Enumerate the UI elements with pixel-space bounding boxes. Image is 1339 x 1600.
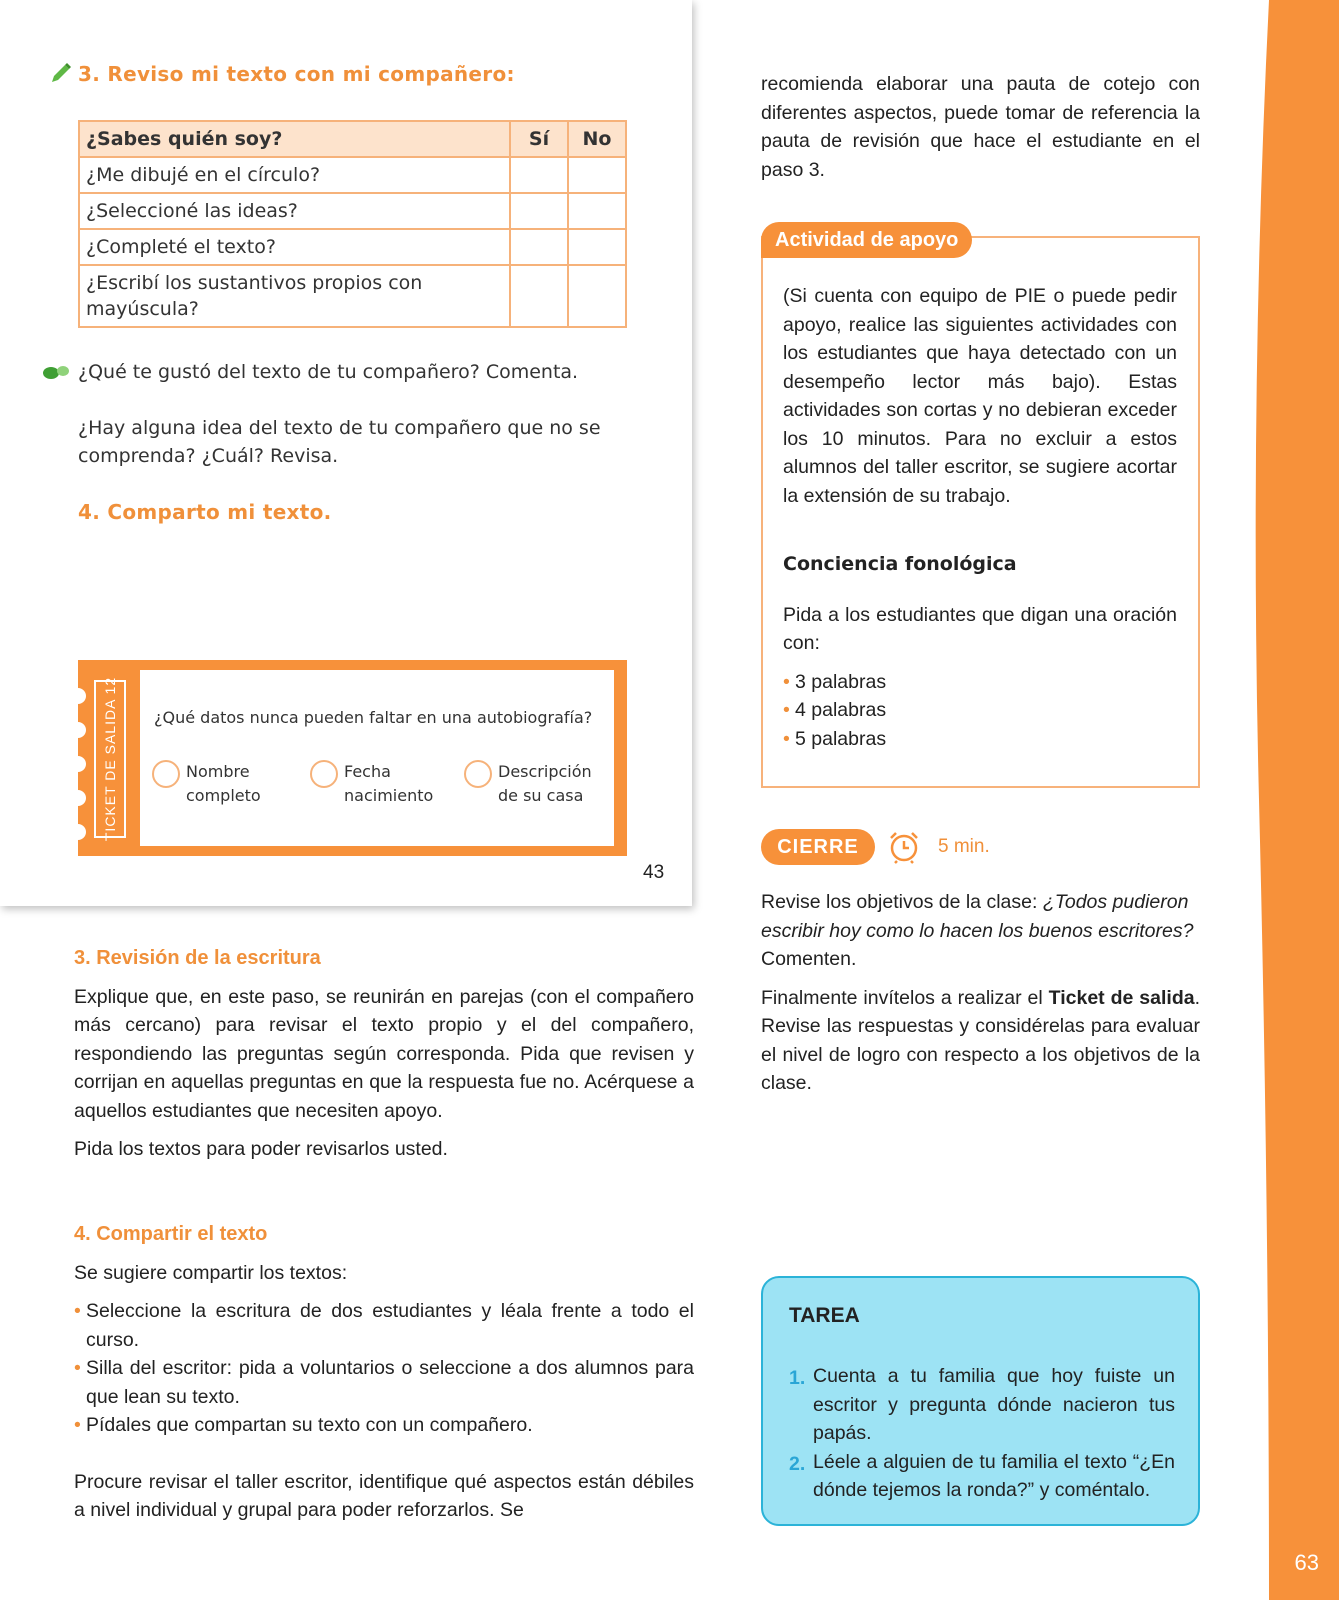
table-row [79,265,626,327]
right-intro: recomienda elaborar una pauta de cotejo con diferentes aspectos, puede tomar de referencia la pauta de revisión que hace el estudiante en el paso 3. [761,73,1200,181]
bold-text: Ticket de salida [1048,986,1195,1009]
option-circle[interactable] [464,760,492,788]
list-item: • 5 palabras [783,725,1177,754]
step3-title: 3. Reviso mi texto con mi compañero: [78,62,515,86]
list-item [789,1362,1175,1448]
no-cell[interactable] [568,157,626,193]
item-text: Cuenta a tu familia que hoy fuiste un escritor y pregunta dónde nacieron tus papás. [813,1365,1175,1444]
student-book-page [0,0,692,906]
text: Comenten. [761,948,857,970]
option-label: completo [186,786,261,805]
table-header-yes: Sí [510,121,568,157]
paragraph: Procure revisar el taller escritor, identifique qué aspectos están débiles a nivel individual y grupal para poder reforzarlos. Se [74,1470,694,1521]
paragraph: Pida los textos para poder revisarlos usted. [74,1138,448,1160]
ticket-notch [70,790,86,806]
section-revision [74,944,694,1164]
yes-cell[interactable] [510,193,568,229]
exit-ticket [78,660,627,856]
table-header-title: ¿Sabes quién soy? [79,121,510,157]
item-number: 2. [789,1452,806,1475]
table-header-no: No [568,121,626,157]
section-heading: 4. Compartir el texto [74,1223,268,1245]
page-number: 63 [1294,1550,1319,1575]
cierre-time: 5 min. [938,836,990,857]
section-compartir [74,1220,694,1525]
ticket-body [140,670,614,846]
paragraph: Explique que, en este paso, se reunirán en parejas (con el compañero más cercano) para revisar el texto propio y el del compañero, respondiendo las preguntas según corresponda. Pida que revisen y corrijan en aquellas preguntas en que la respuesta fue no. Acérquese a aquellos estudiantes que necesiten apoyo. [74,985,694,1122]
yes-cell[interactable] [510,265,568,327]
table-row-question: ¿Me dibujé en el círculo? [79,157,510,193]
table-row [79,193,626,229]
homework-title: TAREA [789,1304,860,1327]
ticket-question: ¿Qué datos nunca pueden faltar en una autobiografía? [154,708,593,727]
section-heading: 3. Revisión de la escritura [74,947,321,969]
paragraph: Se sugiere compartir los textos: [74,1261,348,1284]
subheading: Conciencia fonológica [783,553,1017,575]
review-checklist-table [78,120,627,328]
table-row [79,157,626,193]
homework-list [789,1362,1175,1505]
cierre-text [761,888,1200,1098]
list-item: • Pídales que compartan su texto con un compañero. [74,1411,694,1440]
table-row [79,229,626,265]
orange-band-curve [1239,0,1299,1600]
ticket-side-label: TICKET DE SALIDA 12 [102,676,118,842]
ticket-notch [70,688,86,704]
table-row-question: ¿Seleccioné las ideas? [79,193,510,229]
yes-cell[interactable] [510,157,568,193]
option-label: Fecha [344,762,391,781]
option-circle[interactable] [152,760,180,788]
question-idea-line2: comprenda? ¿Cuál? Revisa. [78,445,339,467]
ticket-side-label-box [94,676,126,842]
ticket-notch [70,824,86,840]
homework-box [761,1276,1200,1526]
item-number: 1. [789,1367,806,1389]
table-row-question: ¿Escribí los sustantivos propios con mayúscula? [79,265,510,327]
option-label: nacimiento [344,786,434,805]
list-item: • 3 palabras [783,668,1177,697]
paragraph: Pida a los estudiantes que digan una oración con: [783,603,1177,654]
yes-cell[interactable] [510,229,568,265]
support-activity-tab: Actividad de apoyo [761,222,972,258]
option-label: Descripción [498,762,592,781]
question-idea-line1: ¿Hay alguna idea del texto de tu compañero que no se [78,417,601,439]
list-item: • 4 palabras [783,696,1177,725]
item-text: Léele a alguien de tu familia el texto “¿En dónde tejemos la ronda?” y coméntalo. [813,1450,1175,1501]
alarm-clock-icon [887,830,921,864]
no-cell[interactable] [568,193,626,229]
ticket-option-nombre[interactable] [152,760,261,808]
ticket-option-fecha[interactable] [310,760,433,808]
list-item: • Seleccione la escritura de dos estudiantes y léala frente a todo el curso. [74,1297,694,1354]
list-item: • Silla del escritor: pida a voluntarios o seleccione a dos alumnos para que lean su texto. [74,1354,694,1411]
table-row-question: ¿Completé el texto? [79,229,510,265]
no-cell[interactable] [568,229,626,265]
ticket-option-descripcion[interactable] [464,760,592,808]
paragraph: (Si cuenta con equipo de PIE o puede pedir apoyo, realice las siguientes actividades con los estudiantes que haya detectado con un desempeño lector más bajo). Estas actividades son cortas y no debieran exceder los 10 minutos. Para no excluir a estos alumnos del taller escritor, se sugiere acortar la extensión de su trabajo. [783,285,1177,507]
cierre-badge: CIERRE [761,829,875,865]
text: . Revise las respuestas y considérelas para evaluar el nivel de logro con respecto a los objetivos de la clase. [761,986,1200,1094]
question-liked: ¿Qué te gustó del texto de tu compañero? Comenta. [78,361,579,383]
book-page-number: 43 [643,862,665,883]
list-item [789,1448,1175,1505]
word-count-list [783,668,1177,754]
ticket-notch [70,722,86,738]
ticket-notch [70,756,86,772]
support-activity-content [783,282,1177,753]
speech-bubbles-icon [42,365,70,381]
paragraph [761,888,1200,974]
text: Finalmente invítelos a realizar el [761,986,1049,1009]
ticket-subject-label: LECTURA OA 5 [640,720,650,789]
option-circle[interactable] [310,760,338,788]
italic-text: ¿Todos pudieron escribir hoy como lo hacen los buenos escritores? [761,891,1194,942]
no-cell[interactable] [568,265,626,327]
option-label: Nombre [186,762,250,781]
pencil-icon [50,62,72,84]
support-box-top-line [960,236,1200,238]
share-list [74,1297,694,1440]
text: Revise los objetivos de la clase: [761,891,1043,913]
option-label: de su casa [498,786,584,805]
paragraph [761,984,1200,1098]
step4-title: 4. Comparto mi texto. [78,500,332,524]
